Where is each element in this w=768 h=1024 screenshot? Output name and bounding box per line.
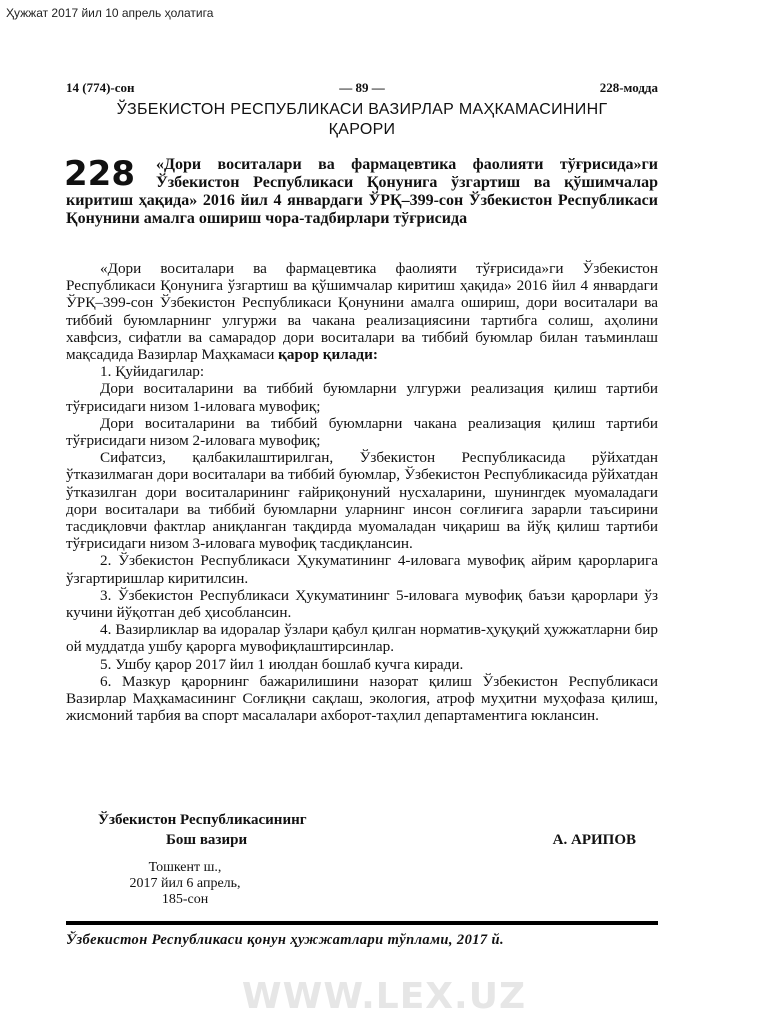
- body-paragraph: 4. Вазирликлар ва идоралар ўзлари қабул қилган норматив-ҳуқуқий ҳужжатларни бир ой муддатда ушбу қарорга мувофиқлаштирсинлар.: [66, 621, 658, 656]
- article-number: 228-модда: [599, 80, 658, 95]
- signatory-position-line-1: Ўзбекистон Республикасининг: [98, 812, 307, 828]
- body-paragraph: 1. Қуйидагилар:: [100, 363, 205, 381]
- issuer-line-2: ҚАРОРИ: [328, 121, 396, 138]
- decision-phrase: қарор қилади:: [278, 346, 378, 364]
- body-paragraph: Дори воситаларини ва тиббий буюмларни улгуржи реализация қилиш тартиби тўғрисидаги низом 1-иловага мувофиқ;: [66, 380, 658, 415]
- intro-paragraph: [66, 260, 658, 363]
- signatory-name: А. АРИПОВ: [552, 832, 636, 848]
- issuer-heading: [66, 100, 658, 140]
- issue-number: 14 (774)-сон: [66, 80, 135, 95]
- issuer-line-1: ЎЗБЕКИСТОН РЕСПУБЛИКАСИ ВАЗИРЛАР МАҲКАМАСИНИНГ: [116, 101, 608, 118]
- document-body: [66, 260, 658, 724]
- document-number: 228: [64, 154, 135, 194]
- document-title-block: [66, 156, 658, 228]
- watermark: WWW.LEX.UZ: [241, 976, 527, 1017]
- document-title: «Дори воситалари ва фармацевтика фаолияти тўғрисида»ги Ўзбекистон Республикаси Қонунига ўзгартиш ва қўшимчалар киритиш ҳақида» 2016 йил 4 январдаги ЎРҚ–399-сон Ўзбекистон Республикаси Қонунини амалга ошириш чора-тадбирлари тўғрисида: [66, 156, 658, 227]
- body-paragraph: 6. Мазкур қарорнинг бажарилишини назорат қилиш Ўзбекистон Республикаси Вазирлар Маҳкамасининг Соғлиқни сақлаш, экология, атроф муҳитни муҳофаза қилиш, жисмоний тарбия ва спорт масалалари ахборот-таҳлил департаментига юклансин.: [66, 672, 658, 725]
- body-paragraph: 3. Ўзбекистон Республикаси Ҳукуматининг 5-иловага мувофиқ баъзи қарорлари ўз кучини йўқотган деб ҳисоблансин.: [66, 586, 658, 622]
- issue-city: Тошкент ш.,: [148, 860, 222, 875]
- running-header: [66, 80, 658, 100]
- signatory-position-line-2: Бош вазири: [166, 832, 248, 848]
- body-paragraph: 2. Ўзбекистон Республикаси Ҳукуматининг 4-иловага мувофиқ айрим қарорларига ўзгартиришлар киритилсин.: [66, 552, 658, 587]
- issue-date: 2017 йил 6 апрель,: [129, 876, 241, 891]
- body-paragraph: 5. Ушбу қарор 2017 йил 1 июлдан бошлаб кучга киради.: [100, 655, 464, 673]
- body-paragraph: Дори воситаларини ва тиббий буюмларни чакана реализация қилиш тартиби тўғрисидаги низом 2-иловага мувофиқ;: [66, 414, 658, 450]
- intro-text: «Дори воситалари ва фармацевтика фаолияти тўғрисида»ги Ўзбекистон Республикаси Қонунига ўзгартиш ва қўшимчалар киритиш ҳақида» 2016 йил 4 январдаги ЎРҚ–399-сон Ўзбекистон Республикаси Қонунини амалга ошириш, дори воситалари ва тиббий буюмларнинг улгуржи ва чакана реализациясини тартибга солиш, аҳолини хавфсиз, сифатли ва самарадор дори воситалари ва тиббий буюмлар билан таъминлаш мақсадида Вазирлар Маҳкамаси: [66, 260, 658, 364]
- page-number: — 89 —: [339, 80, 385, 95]
- issue-number-ref: 185-сон: [161, 892, 209, 907]
- document-status-stamp: Ҳужжат 2017 йил 10 апрель ҳолатига: [6, 6, 214, 20]
- collection-footer: Ўзбекистон Республикаси қонун ҳужжатлари тўплами, 2017 й.: [66, 932, 505, 948]
- footer-rule: [66, 921, 658, 925]
- body-paragraph: Сифатсиз, қалбакилаштирилган, Ўзбекистон Республикасида рўйхатдан ўтказилмаган дори воситалари ва тиббий буюмлар, Ўзбекистон Республикасида рўйхатдан ўтказилган дори воситаларининг ғайриқонуний нусхаларини, шунингдек муомаладаги дори воситалари ва тиббий буюмларни уларнинг инсон соғлиғига зарарли таъсирини тасдиқловчи фактлар аниқланган тақдирда муомаладан чиқариш ва йўқ қилиш тартиби тўғрисидаги низом 3-иловага мувофиқ тасдиқлансин.: [66, 449, 658, 553]
- issue-place-date: [110, 860, 260, 908]
